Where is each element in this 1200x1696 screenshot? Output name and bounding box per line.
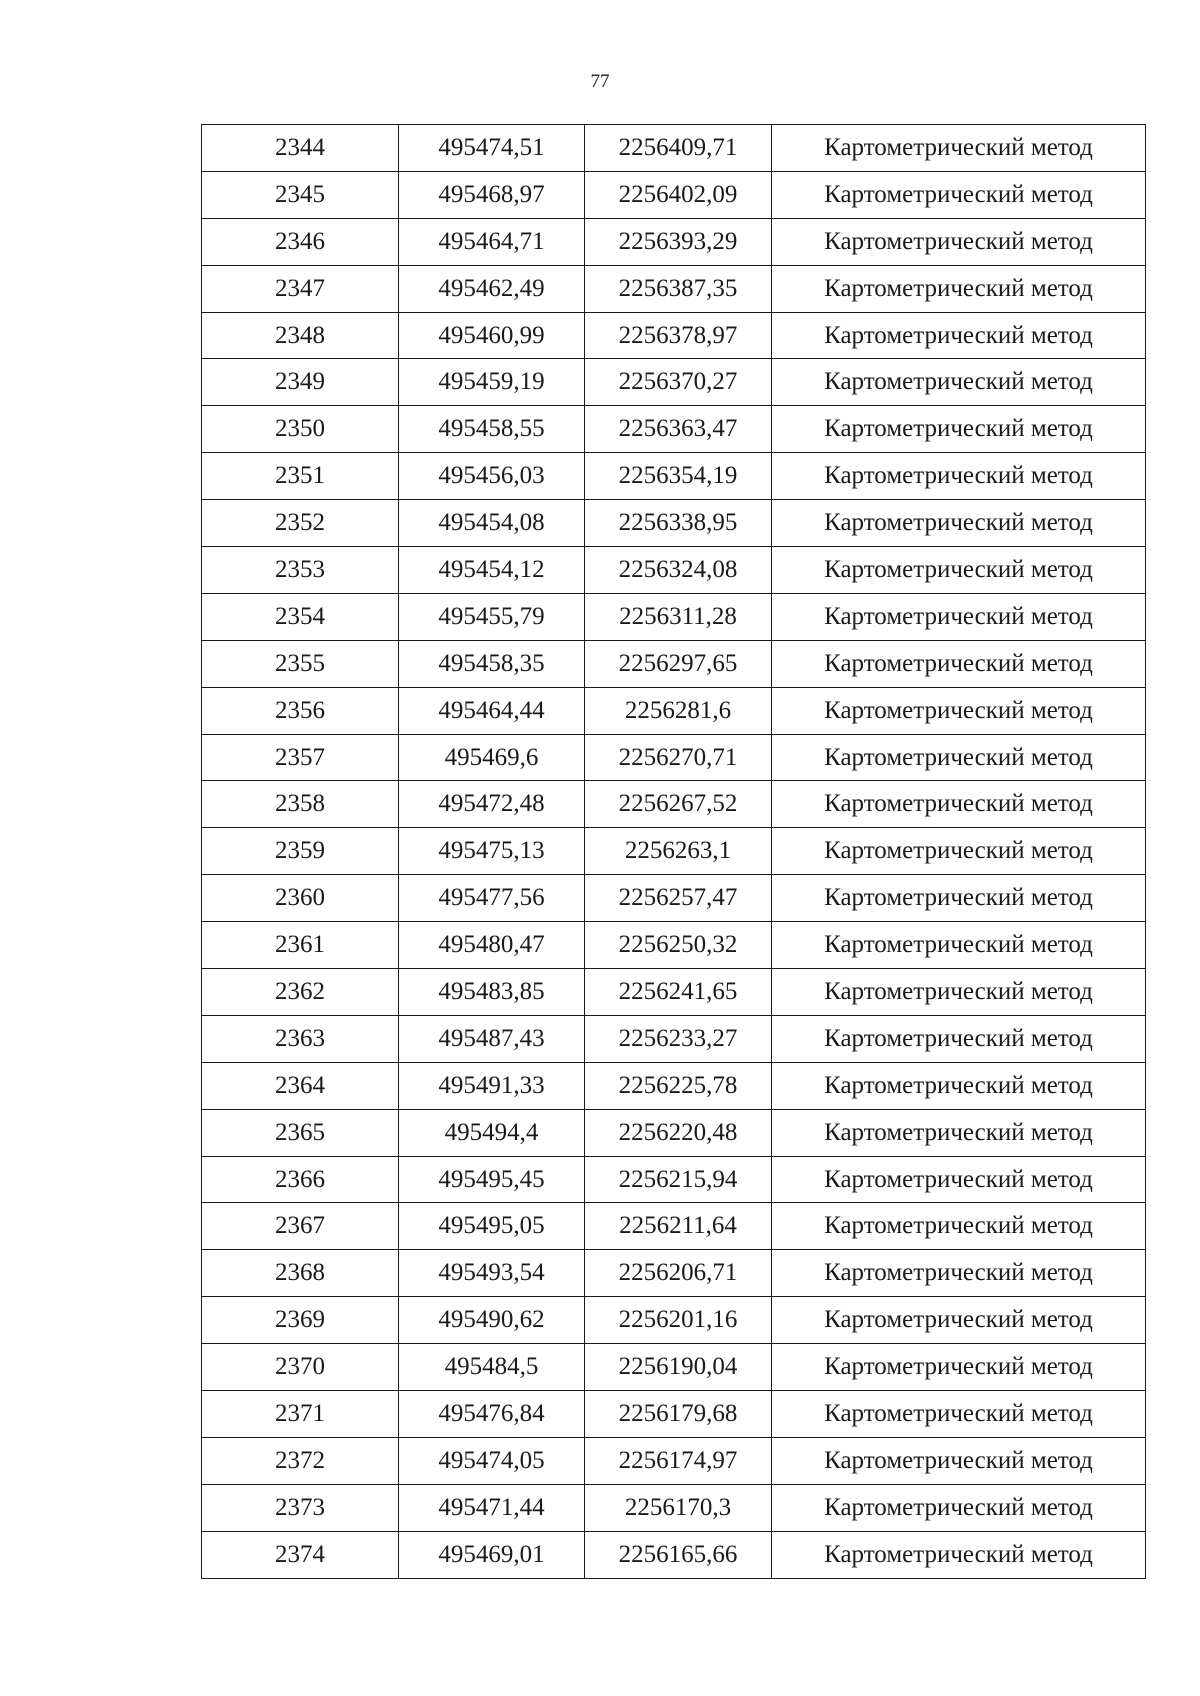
method-cell: Картометрический метод xyxy=(772,1203,1146,1250)
method-cell: Картометрический метод xyxy=(772,1344,1146,1391)
x-coordinate-cell: 495459,19 xyxy=(399,359,585,406)
point-number-cell: 2371 xyxy=(202,1391,399,1438)
table-row xyxy=(202,1250,1146,1297)
table-row xyxy=(202,218,1146,265)
x-coordinate-cell: 495493,54 xyxy=(399,1250,585,1297)
x-coordinate-cell: 495475,13 xyxy=(399,828,585,875)
table-row xyxy=(202,1297,1146,1344)
y-coordinate-cell: 2256170,3 xyxy=(585,1484,772,1531)
x-coordinate-cell: 495495,05 xyxy=(399,1203,585,1250)
y-coordinate-cell: 2256215,94 xyxy=(585,1156,772,1203)
method-cell: Картометрический метод xyxy=(772,218,1146,265)
x-coordinate-cell: 495468,97 xyxy=(399,171,585,218)
table-row xyxy=(202,265,1146,312)
table-row xyxy=(202,1062,1146,1109)
y-coordinate-cell: 2256174,97 xyxy=(585,1437,772,1484)
table-row xyxy=(202,547,1146,594)
y-coordinate-cell: 2256250,32 xyxy=(585,922,772,969)
method-cell: Картометрический метод xyxy=(772,1250,1146,1297)
x-coordinate-cell: 495469,01 xyxy=(399,1531,585,1578)
method-cell: Картометрический метод xyxy=(772,547,1146,594)
x-coordinate-cell: 495495,45 xyxy=(399,1156,585,1203)
y-coordinate-cell: 2256179,68 xyxy=(585,1391,772,1438)
method-cell: Картометрический метод xyxy=(772,922,1146,969)
x-coordinate-cell: 495462,49 xyxy=(399,265,585,312)
x-coordinate-cell: 495494,4 xyxy=(399,1109,585,1156)
y-coordinate-cell: 2256324,08 xyxy=(585,547,772,594)
table-row xyxy=(202,359,1146,406)
method-cell: Картометрический метод xyxy=(772,1015,1146,1062)
method-cell: Картометрический метод xyxy=(772,1156,1146,1203)
table-row xyxy=(202,1156,1146,1203)
table-row xyxy=(202,312,1146,359)
x-coordinate-cell: 495458,55 xyxy=(399,406,585,453)
x-coordinate-cell: 495454,08 xyxy=(399,500,585,547)
point-number-cell: 2366 xyxy=(202,1156,399,1203)
point-number-cell: 2372 xyxy=(202,1437,399,1484)
method-cell: Картометрический метод xyxy=(772,453,1146,500)
table-row xyxy=(202,640,1146,687)
y-coordinate-cell: 2256233,27 xyxy=(585,1015,772,1062)
point-number-cell: 2349 xyxy=(202,359,399,406)
method-cell: Картометрический метод xyxy=(772,1109,1146,1156)
x-coordinate-cell: 495474,51 xyxy=(399,125,585,172)
y-coordinate-cell: 2256201,16 xyxy=(585,1297,772,1344)
table-row xyxy=(202,1391,1146,1438)
page-number: 77 xyxy=(590,71,610,92)
y-coordinate-cell: 2256165,66 xyxy=(585,1531,772,1578)
table-row xyxy=(202,1437,1146,1484)
x-coordinate-cell: 495483,85 xyxy=(399,969,585,1016)
y-coordinate-cell: 2256354,19 xyxy=(585,453,772,500)
x-coordinate-cell: 495469,6 xyxy=(399,734,585,781)
method-cell: Картометрический метод xyxy=(772,640,1146,687)
point-number-cell: 2358 xyxy=(202,781,399,828)
point-number-cell: 2355 xyxy=(202,640,399,687)
x-coordinate-cell: 495490,62 xyxy=(399,1297,585,1344)
point-number-cell: 2347 xyxy=(202,265,399,312)
x-coordinate-cell: 495458,35 xyxy=(399,640,585,687)
y-coordinate-cell: 2256297,65 xyxy=(585,640,772,687)
point-number-cell: 2360 xyxy=(202,875,399,922)
table-row xyxy=(202,1531,1146,1578)
x-coordinate-cell: 495455,79 xyxy=(399,593,585,640)
y-coordinate-cell: 2256363,47 xyxy=(585,406,772,453)
method-cell: Картометрический метод xyxy=(772,875,1146,922)
point-number-cell: 2359 xyxy=(202,828,399,875)
table-row xyxy=(202,734,1146,781)
y-coordinate-cell: 2256281,6 xyxy=(585,687,772,734)
method-cell: Картометрический метод xyxy=(772,406,1146,453)
table-row xyxy=(202,125,1146,172)
x-coordinate-cell: 495474,05 xyxy=(399,1437,585,1484)
table-row xyxy=(202,687,1146,734)
table-row xyxy=(202,781,1146,828)
method-cell: Картометрический метод xyxy=(772,1062,1146,1109)
point-number-cell: 2346 xyxy=(202,218,399,265)
table-row xyxy=(202,828,1146,875)
method-cell: Картометрический метод xyxy=(772,734,1146,781)
point-number-cell: 2363 xyxy=(202,1015,399,1062)
x-coordinate-cell: 495484,5 xyxy=(399,1344,585,1391)
x-coordinate-cell: 495487,43 xyxy=(399,1015,585,1062)
x-coordinate-cell: 495491,33 xyxy=(399,1062,585,1109)
y-coordinate-cell: 2256402,09 xyxy=(585,171,772,218)
method-cell: Картометрический метод xyxy=(772,171,1146,218)
x-coordinate-cell: 495477,56 xyxy=(399,875,585,922)
table-row xyxy=(202,453,1146,500)
x-coordinate-cell: 495480,47 xyxy=(399,922,585,969)
method-cell: Картометрический метод xyxy=(772,1391,1146,1438)
table-row xyxy=(202,171,1146,218)
table-row xyxy=(202,1344,1146,1391)
y-coordinate-cell: 2256257,47 xyxy=(585,875,772,922)
table-row xyxy=(202,1203,1146,1250)
point-number-cell: 2353 xyxy=(202,547,399,594)
point-number-cell: 2344 xyxy=(202,125,399,172)
table-row xyxy=(202,500,1146,547)
table-row xyxy=(202,406,1146,453)
y-coordinate-cell: 2256206,71 xyxy=(585,1250,772,1297)
point-number-cell: 2357 xyxy=(202,734,399,781)
x-coordinate-cell: 495471,44 xyxy=(399,1484,585,1531)
point-number-cell: 2350 xyxy=(202,406,399,453)
method-cell: Картометрический метод xyxy=(772,125,1146,172)
x-coordinate-cell: 495456,03 xyxy=(399,453,585,500)
y-coordinate-cell: 2256387,35 xyxy=(585,265,772,312)
point-number-cell: 2356 xyxy=(202,687,399,734)
point-number-cell: 2369 xyxy=(202,1297,399,1344)
point-number-cell: 2348 xyxy=(202,312,399,359)
point-number-cell: 2361 xyxy=(202,922,399,969)
method-cell: Картометрический метод xyxy=(772,593,1146,640)
point-number-cell: 2373 xyxy=(202,1484,399,1531)
y-coordinate-cell: 2256338,95 xyxy=(585,500,772,547)
point-number-cell: 2370 xyxy=(202,1344,399,1391)
point-number-cell: 2351 xyxy=(202,453,399,500)
method-cell: Картометрический метод xyxy=(772,781,1146,828)
y-coordinate-cell: 2256267,52 xyxy=(585,781,772,828)
method-cell: Картометрический метод xyxy=(772,828,1146,875)
method-cell: Картометрический метод xyxy=(772,687,1146,734)
table-row xyxy=(202,593,1146,640)
x-coordinate-cell: 495472,48 xyxy=(399,781,585,828)
table-row xyxy=(202,1109,1146,1156)
method-cell: Картометрический метод xyxy=(772,312,1146,359)
y-coordinate-cell: 2256263,1 xyxy=(585,828,772,875)
point-number-cell: 2368 xyxy=(202,1250,399,1297)
y-coordinate-cell: 2256225,78 xyxy=(585,1062,772,1109)
y-coordinate-cell: 2256409,71 xyxy=(585,125,772,172)
point-number-cell: 2362 xyxy=(202,969,399,1016)
y-coordinate-cell: 2256378,97 xyxy=(585,312,772,359)
point-number-cell: 2367 xyxy=(202,1203,399,1250)
y-coordinate-cell: 2256241,65 xyxy=(585,969,772,1016)
point-number-cell: 2352 xyxy=(202,500,399,547)
table-row xyxy=(202,922,1146,969)
x-coordinate-cell: 495476,84 xyxy=(399,1391,585,1438)
y-coordinate-cell: 2256190,04 xyxy=(585,1344,772,1391)
method-cell: Картометрический метод xyxy=(772,1437,1146,1484)
table-row xyxy=(202,969,1146,1016)
point-number-cell: 2364 xyxy=(202,1062,399,1109)
point-number-cell: 2374 xyxy=(202,1531,399,1578)
point-number-cell: 2354 xyxy=(202,593,399,640)
x-coordinate-cell: 495464,44 xyxy=(399,687,585,734)
y-coordinate-cell: 2256220,48 xyxy=(585,1109,772,1156)
method-cell: Картометрический метод xyxy=(772,1297,1146,1344)
y-coordinate-cell: 2256393,29 xyxy=(585,218,772,265)
table-row xyxy=(202,875,1146,922)
method-cell: Картометрический метод xyxy=(772,359,1146,406)
x-coordinate-cell: 495454,12 xyxy=(399,547,585,594)
y-coordinate-cell: 2256211,64 xyxy=(585,1203,772,1250)
method-cell: Картометрический метод xyxy=(772,1531,1146,1578)
y-coordinate-cell: 2256311,28 xyxy=(585,593,772,640)
x-coordinate-cell: 495464,71 xyxy=(399,218,585,265)
point-number-cell: 2365 xyxy=(202,1109,399,1156)
point-number-cell: 2345 xyxy=(202,171,399,218)
method-cell: Картометрический метод xyxy=(772,500,1146,547)
x-coordinate-cell: 495460,99 xyxy=(399,312,585,359)
table-row xyxy=(202,1484,1146,1531)
y-coordinate-cell: 2256270,71 xyxy=(585,734,772,781)
coordinates-table-body xyxy=(202,125,1146,1579)
y-coordinate-cell: 2256370,27 xyxy=(585,359,772,406)
method-cell: Картометрический метод xyxy=(772,969,1146,1016)
method-cell: Картометрический метод xyxy=(772,1484,1146,1531)
coordinates-table xyxy=(201,124,1146,1579)
table-row xyxy=(202,1015,1146,1062)
method-cell: Картометрический метод xyxy=(772,265,1146,312)
